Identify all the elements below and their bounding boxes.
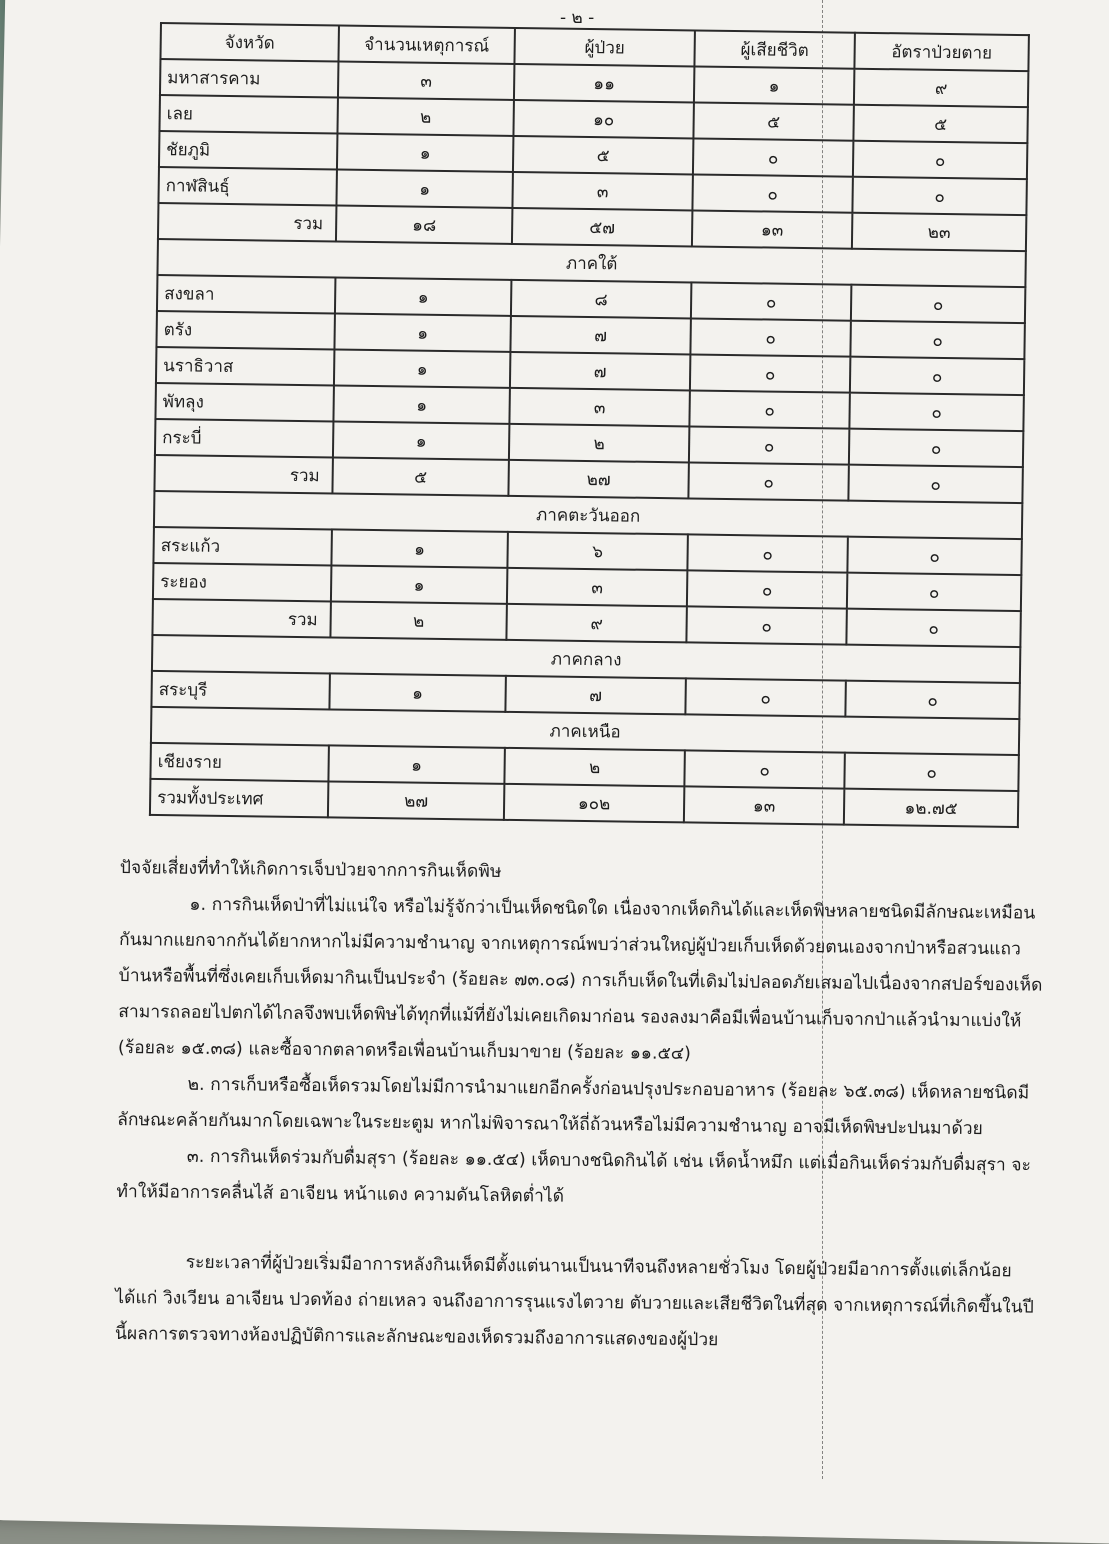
region-label: ภาคตะวันออก [154,491,1022,539]
table-body [150,59,1028,827]
paragraph-4: ระยะเวลาที่ผู้ป่วยเริ่มมีอาการหลังกินเห็ดมีตั้งแต่นานเป็นนาทีจนถึงหลายชั่วโมง โดยผู้ป่วยมีอาการตั้งแต่เล็กน้อย ได้แก่ วิงเวียน อาเจียน ปวดท้อง ถ่ายเหลว จนถึงอาการรุนแรงไตวาย ตับวายและเสียชีวิตในที่สุด จากเหตุการณ์ที่เกิดขึ้นในปีนี้ผลการตรวจทางห้องปฏิบัติการและลักษณะของเห็ดรวมถึงอาการแสดงของผู้ป่วย [114,1252,1034,1351]
header-deaths: ผู้เสียชีวิต [694,30,854,68]
value-cell: ๑ [328,745,504,783]
grand-total-value: ๑๓ [684,786,844,824]
province-cell: เชียงราย [150,743,328,781]
body-text [115,850,1050,1362]
value-cell: ๑ [334,313,510,351]
header-province: จังหวัด [160,23,338,61]
value-cell: ๗ [510,316,690,355]
section-heading: ปัจจัยเสี่ยงที่ทำให้เกิดการเจ็บป่วยจากการกินเห็ดพิษ [119,857,502,882]
value-cell: ๑๑ [514,64,694,103]
value-cell: ๐ [684,750,844,788]
paragraph-1: ๑. การกินเห็ดป่าที่ไม่แน่ใจ หรือไม่รู้จักว่าเป็นเห็ดชนิดใด เนื่องจากเห็ดกินได้และเห็ดพิษหลายชนิดมีลักษณะเหมือนกันมากแยกจากกันได้ยากหากไม่มีความชำนาญ จากเหตุการณ์พบว่าส่วนใหญ่ผู้ป่วยเก็บเห็ดด้วยตนเองจากป่าหรือสวนแถวบ้านหรือพื้นที่ซึ่งเคยเก็บเห็ดมากินเป็นประจำ (ร้อยละ ๗๓.๐๘) การเก็บเห็ดในที่เดิมไม่ปลอดภัยเสมอไปเนื่องจากสปอร์ของเห็ดสามารถลอยไปตกได้ไกลจึงพบเห็ดพิษได้ทุกที่แม้ที่ยังไม่เคยเกิดมาก่อน รองลงมาคือมีเพื่อนบ้านเก็บจากป่าแล้วนำมาแบ่งให้ (ร้อยละ ๑๕.๓๘) และซื้อจากตลาดหรือเพื่อนบ้านเก็บมาขาย (ร้อยละ ๑๑.๕๔) [117,894,1043,1064]
value-cell: ๙ [854,69,1028,107]
region-label: ภาคกลาง [152,635,1020,683]
province-cell: สระบุรี [151,671,329,709]
value-cell: ๓ [509,388,689,427]
value-cell: ๓ [512,172,692,211]
subtotal-value: ๒ [330,601,506,639]
province-cell: มหาสารคาม [160,59,338,97]
value-cell: ๐ [849,393,1023,431]
value-cell: ๐ [853,141,1027,179]
province-cell: นราธิวาส [156,347,334,385]
value-cell: ๑ [331,565,507,603]
subtotal-label: รวม [158,203,336,241]
province-cell: ตรัง [156,311,334,349]
grand-total-value: ๑๐๒ [504,784,684,823]
poisoning-table [149,22,1030,828]
page-number: - ๒ - [560,8,595,28]
province-cell: เลย [159,95,337,133]
subtotal-value: ๐ [688,462,848,500]
header-patients: ผู้ป่วย [514,28,694,67]
province-cell: พัทลุง [155,383,333,421]
grand-total-value: ๑๒.๗๕ [844,789,1018,827]
value-cell: ๐ [687,570,847,608]
value-cell: ๐ [689,390,849,428]
value-cell: ๐ [851,285,1025,323]
value-cell: ๒ [337,97,513,135]
value-cell: ๐ [690,318,850,356]
value-cell: ๓ [507,568,687,607]
subtotal-value: ๑๘ [336,205,512,243]
value-cell: ๐ [849,429,1023,467]
value-cell: ๑ [333,421,509,459]
value-cell: ๐ [689,426,849,464]
paragraph-2: ๒. การเก็บหรือซื้อเห็ดรวมโดยไม่มีการนำมาแยกอีกครั้งก่อนปรุงประกอบอาหาร (ร้อยละ ๖๕.๓๘) เห็ดหลายชนิดมีลักษณะคล้ายกันมากโดยเฉพาะในระยะตูม หากไม่พิจารณาให้ถี่ถ้วนหรือไม่มีความชำนาญ อาจมีเห็ดพิษปะปนมาด้วย [117,1074,1030,1140]
subtotal-label: รวม [154,455,332,493]
value-cell: ๐ [844,753,1018,791]
value-cell: ๐ [847,573,1021,611]
value-cell: ๐ [850,357,1024,395]
value-cell: ๖ [507,532,687,571]
value-cell: ๐ [685,678,845,716]
value-cell: ๑ [334,349,510,387]
subtotal-label: รวม [152,599,330,637]
subtotal-value: ๕๗ [512,208,692,247]
region-label: ภาคเหนือ [151,707,1019,755]
value-cell: ๗ [505,676,685,715]
province-cell: กระบี่ [155,419,333,457]
grand-total-label: รวมทั้งประเทศ [150,779,328,817]
value-cell: ๐ [692,174,852,212]
subtotal-value: ๙ [506,604,686,643]
value-cell: ๘ [511,280,691,319]
header-fatality-rate: อัตราป่วยตาย [854,33,1028,71]
value-cell: ๐ [690,354,850,392]
value-cell: ๑ [331,529,507,567]
subtotal-value: ๐ [848,465,1022,503]
value-cell: ๕ [853,105,1027,143]
value-cell: ๕ [513,136,693,175]
value-cell: ๕ [693,102,853,140]
value-cell: ๑ [333,385,509,423]
value-cell: ๐ [691,282,851,320]
subtotal-value: ๐ [686,606,846,644]
region-label: ภาคใต้ [157,239,1025,287]
value-cell: ๐ [845,681,1019,719]
value-cell: ๑๐ [513,100,693,139]
subtotal-value: ๒๓ [852,213,1026,251]
paragraph-3: ๓. การกินเห็ดร่วมกับดื่มสุรา (ร้อยละ ๑๑.๕๔) เห็ดบางชนิดกินได้ เช่น เห็ดน้ำหมึก แต่เมื่อกินเห็ดร่วมกับดื่มสุรา จะทำให้มีอาการคลื่นไส้ อาเจียน หน้าแดง ความดันโลหิตต่ำได้ [116,1146,1032,1207]
value-cell: ๐ [687,534,847,572]
value-cell: ๐ [847,537,1021,575]
value-cell: ๗ [510,352,690,391]
value-cell: ๑ [335,277,511,315]
value-cell: ๐ [693,138,853,176]
province-cell: ระยอง [153,563,331,601]
value-cell: ๒ [509,424,689,463]
value-cell: ๓ [338,61,514,99]
value-cell: ๑ [694,66,854,104]
subtotal-value: ๕ [332,457,508,495]
value-cell: ๑ [329,673,505,711]
value-cell: ๑ [336,169,512,207]
value-cell: ๒ [504,748,684,787]
value-cell: ๑ [337,133,513,171]
subtotal-value: ๒๗ [508,460,688,499]
province-cell: กาฬสินธุ์ [158,167,336,205]
value-cell: ๐ [852,177,1026,215]
province-cell: ชัยภูมิ [159,131,337,169]
header-events: จำนวนเหตุการณ์ [338,25,514,63]
subtotal-value: ๑๓ [692,210,852,248]
value-cell: ๐ [850,321,1024,359]
province-cell: สงขลา [157,275,335,313]
province-cell: สระแก้ว [153,527,331,565]
subtotal-value: ๐ [846,609,1020,647]
grand-total-value: ๒๗ [328,781,504,819]
